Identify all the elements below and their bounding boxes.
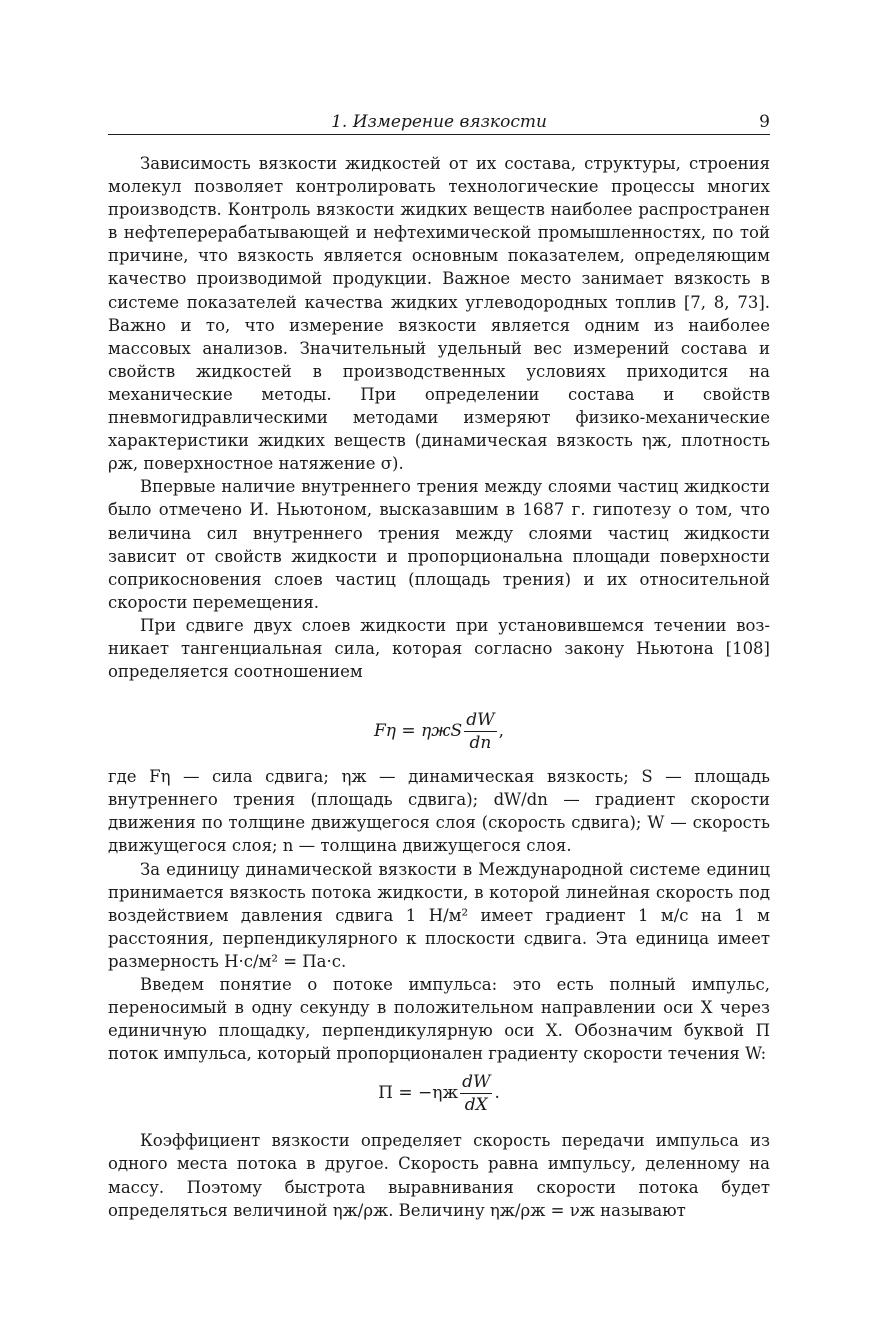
body-text xyxy=(108,152,770,1222)
formula-2-fraction xyxy=(460,1071,492,1116)
paragraph-newton-history: Впервые наличие внутреннего трения между слоями частиц жидкости было отмечено И. Ньютоном, высказавшим в 1687 г. гипотезу о том, что величина сил внутреннего трения между слоями частиц жидкости зависит от свойств жидкости и пропорциональна площади поверхности соприкосновения слоев частиц (площадь трения) и их относительной скорости перемещения. xyxy=(108,477,770,612)
paragraph-viscosity-coefficient: Коэффициент вязкости определяет скорость передачи импульса из одного места потока в другое. Скорость равна импульсу, деленному на массу. Поэтому быстрота выравнивания скорости потока будет определяться величиной ηж/ρж. Величину ηж/ρж = νж называют xyxy=(108,1131,770,1220)
formula-1-fraction xyxy=(464,709,496,754)
formula-1-numerator: dW xyxy=(466,709,495,730)
running-header xyxy=(108,112,770,135)
paragraph-momentum-flux: Введем понятие о потоке импульса: это есть полный импульс, переносимый в одну секунду в положительном направлении оси X через единичную площадку, перпендикулярную оси X. Обозначим буквой П поток импульса, который пропорционален градиенту скорости течения W: xyxy=(108,975,770,1064)
formula-2-numerator: dW xyxy=(462,1071,491,1092)
chapter-title: 1. Измерение вязкости xyxy=(331,112,547,132)
paragraph-shear-force: При сдвиге двух слоев жидкости при установившемся течении возникает тангенциальная сила, которая согласно закону Ньютона [108] определяется соотношением xyxy=(108,615,770,682)
paragraph-si-unit: За единицу динамической вязкости в Международной системе единиц принимается вязкость потока жидкости, в которой линейная скорость под воздействием давления сдвига 1 Н/м² имеет градиент 1 м/с на 1 м расстояния, перпендикулярного к плоскости сдвига. Эта единица имеет размерность Н·с/м² = Па·с. xyxy=(108,859,770,971)
momentum-flux-formula xyxy=(108,1065,770,1121)
newton-law-formula xyxy=(108,697,770,765)
formula-1-denominator: dn xyxy=(469,732,492,753)
formula-1-lhs: Fη = ηжS xyxy=(374,720,463,741)
formula-2-tail: . xyxy=(494,1082,500,1103)
formula-1-tail: , xyxy=(498,720,504,741)
paragraph-viscosity-importance: Зависимость вязкости жидкостей от их состава, структуры, строения молекул позволяет контролировать технологические процессы многих производств. Контроль вязкости жидких веществ наиболее распространен в нефтеперерабатывающей и нефтехимической промышленностях, по той причине, что вязкость является основным показателем, определяющим качество производимой продукции. Важное место занимает вязкость в системе показателей качества жидких углеводородных топлив [7, 8, 73]. Важно и то, что измерение вязкости является одним из наиболее массовых анализов. Значительный удельный вес измерений состава и свойств жидкостей в производственных условиях приходится на механические методы. При определении состава и свойств пневмогидравлическими методами измеряют физико-механические характеристики жидких веществ (динамическая вязкость ηж, плотность ρж, поверхностное натяжение σ). xyxy=(108,154,770,474)
page-number: 9 xyxy=(759,112,770,132)
formula-2-lhs: П = −ηж xyxy=(378,1082,459,1103)
paragraph-formula-legend: где Fη — сила сдвига; ηж — динамическая вязкость; S — площадь внутреннего трения (площадь сдвига); dW/dn — градиент скорости движения по толщине движущегося слоя (скорость сдвига); W — скорость движущегося слоя; n — толщина движущегося слоя. xyxy=(108,767,770,856)
formula-2-denominator: dX xyxy=(464,1094,488,1115)
